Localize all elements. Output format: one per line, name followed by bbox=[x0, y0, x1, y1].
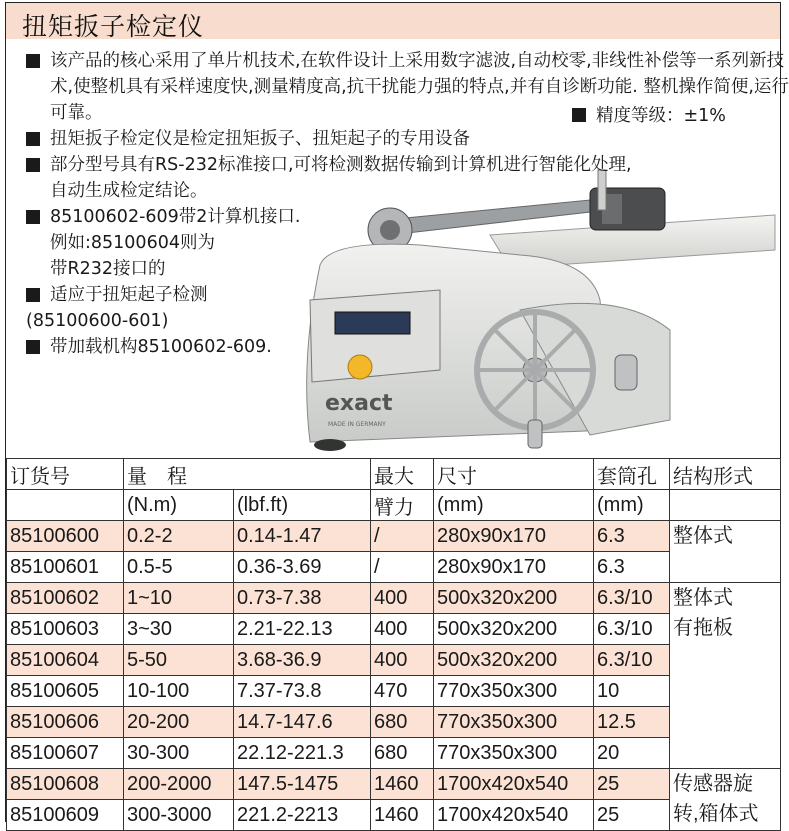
range-note: (85100600-601) bbox=[26, 311, 169, 331]
table-row bbox=[7, 614, 781, 645]
feature-list bbox=[22, 48, 789, 360]
cell: 280x90x170 bbox=[434, 521, 594, 552]
cell: 12.5 bbox=[594, 707, 670, 738]
bullet-square-icon bbox=[26, 288, 40, 302]
cell: 6.3/10 bbox=[594, 645, 670, 676]
cell: 3.68-36.9 bbox=[234, 645, 371, 676]
header-socket: 套筒孔 bbox=[594, 459, 670, 490]
cell: 85100609 bbox=[7, 800, 124, 831]
cell: 85100601 bbox=[7, 552, 124, 583]
page-title: 扭矩扳子检定仪 bbox=[22, 12, 205, 41]
cell: 25 bbox=[594, 800, 670, 831]
table-row bbox=[7, 707, 781, 738]
cell: 1~10 bbox=[124, 583, 234, 614]
cell: 10-100 bbox=[124, 676, 234, 707]
table-row bbox=[7, 676, 781, 707]
cell: / bbox=[371, 552, 434, 583]
header-range: 量 程 bbox=[124, 459, 371, 490]
bullet-square-icon bbox=[26, 132, 40, 146]
bullet-square-icon bbox=[26, 158, 40, 172]
feature-item: 适应于扭矩起子检测 bbox=[22, 282, 782, 308]
spec-table bbox=[6, 458, 781, 831]
cell: 221.2-2213 bbox=[234, 800, 371, 831]
cell: 6.3/10 bbox=[594, 583, 670, 614]
brand-label: exact bbox=[325, 391, 393, 416]
cell: 85100606 bbox=[7, 707, 124, 738]
bullet-square-icon bbox=[26, 54, 40, 68]
cell: 85100605 bbox=[7, 676, 124, 707]
cell: 6.3 bbox=[594, 521, 670, 552]
cell: 1700x420x540 bbox=[434, 800, 594, 831]
cell: 0.2-2 bbox=[124, 521, 234, 552]
cell: 85100600 bbox=[7, 521, 124, 552]
header-unit-mm: (mm) bbox=[434, 490, 594, 521]
cell: 6.3/10 bbox=[594, 614, 670, 645]
header-unit-nm: (N.m) bbox=[124, 490, 234, 521]
structure-cell: 整体式 bbox=[670, 521, 781, 583]
feature-item: 扭矩扳子检定仪是检定扭矩扳子、扭矩起子的专用设备 bbox=[22, 126, 782, 152]
cell: 770x350x300 bbox=[434, 738, 594, 769]
cell: 500x320x200 bbox=[434, 583, 594, 614]
cell: 14.7-147.6 bbox=[234, 707, 371, 738]
cell: 1700x420x540 bbox=[434, 769, 594, 800]
header-max-arm-2: 臂力 bbox=[371, 490, 434, 521]
table-row bbox=[7, 583, 781, 614]
cell: 400 bbox=[371, 614, 434, 645]
cell: 280x90x170 bbox=[434, 552, 594, 583]
cell: 85100603 bbox=[7, 614, 124, 645]
cell: 6.3 bbox=[594, 552, 670, 583]
cell: 10 bbox=[594, 676, 670, 707]
header-max-arm-1: 最大 bbox=[371, 459, 434, 490]
cell: 5-50 bbox=[124, 645, 234, 676]
header-structure: 结构形式 bbox=[670, 459, 781, 490]
structure-cell: 传感器旋 转,箱体式 bbox=[670, 769, 781, 831]
cell: 147.5-1475 bbox=[234, 769, 371, 800]
table-row bbox=[7, 738, 781, 769]
table-row bbox=[7, 769, 781, 800]
cell: 20-200 bbox=[124, 707, 234, 738]
cell: 470 bbox=[371, 676, 434, 707]
cell: 3~30 bbox=[124, 614, 234, 645]
bullet-square-icon bbox=[572, 108, 586, 122]
cell: 85100602 bbox=[7, 583, 124, 614]
made-in-label: MADE IN GERMANY bbox=[328, 421, 386, 428]
cell: 85100604 bbox=[7, 645, 124, 676]
feature-item: 该产品的核心采用了单片机技术,在软件设计上采用数字滤波,自动校零,非线性补偿等一系列新技术,使整机具有采样速度快,测量精度高,抗干扰能力强的特点,并有自诊断功能. 整机操作简便,运行可靠。 bbox=[22, 48, 789, 126]
table-header-row bbox=[7, 490, 781, 521]
table-row bbox=[7, 645, 781, 676]
cell: 85100608 bbox=[7, 769, 124, 800]
cell: 300-3000 bbox=[124, 800, 234, 831]
cell: 0.73-7.38 bbox=[234, 583, 371, 614]
table-row bbox=[7, 552, 781, 583]
header-order-no: 订货号 bbox=[7, 459, 124, 490]
header-empty bbox=[7, 490, 124, 521]
cell: 0.36-3.69 bbox=[234, 552, 371, 583]
cell: 25 bbox=[594, 769, 670, 800]
feature-item: 85100602-609带2计算机接口. 例如:85100604则为 带R232接口的 bbox=[22, 204, 782, 282]
cell: 500x320x200 bbox=[434, 614, 594, 645]
cell: 1460 bbox=[371, 769, 434, 800]
header-size: 尺寸 bbox=[434, 459, 594, 490]
cell: 400 bbox=[371, 583, 434, 614]
table-row bbox=[7, 521, 781, 552]
cell: 0.5-5 bbox=[124, 552, 234, 583]
cell: 30-300 bbox=[124, 738, 234, 769]
cell: 680 bbox=[371, 738, 434, 769]
structure-cell: 整体式 有拖板 bbox=[670, 583, 781, 769]
cell: 1460 bbox=[371, 800, 434, 831]
cell: 22.12-221.3 bbox=[234, 738, 371, 769]
title-bar bbox=[6, 3, 780, 39]
cell: 200-2000 bbox=[124, 769, 234, 800]
table-row bbox=[7, 800, 781, 831]
header-unit-mm2: (mm) bbox=[594, 490, 670, 521]
header-unit-lbf: (lbf.ft) bbox=[234, 490, 371, 521]
cell: 0.14-1.47 bbox=[234, 521, 371, 552]
cell: 400 bbox=[371, 645, 434, 676]
cell: 85100607 bbox=[7, 738, 124, 769]
table-header-row bbox=[7, 459, 781, 490]
cell: / bbox=[371, 521, 434, 552]
header-empty bbox=[670, 490, 781, 521]
cell: 770x350x300 bbox=[434, 676, 594, 707]
cell: 20 bbox=[594, 738, 670, 769]
cell: 770x350x300 bbox=[434, 707, 594, 738]
bullet-square-icon bbox=[26, 340, 40, 354]
accuracy-note: 精度等级：±1% bbox=[572, 102, 726, 127]
cell: 500x320x200 bbox=[434, 645, 594, 676]
cell: 680 bbox=[371, 707, 434, 738]
feature-item: 部分型号具有RS-232标准接口,可将检测数据传输到计算机进行智能化处理,自动生成检定结论。 bbox=[22, 152, 640, 204]
cell: 7.37-73.8 bbox=[234, 676, 371, 707]
feature-item: 带加载机构85100602-609. bbox=[22, 334, 782, 360]
bullet-square-icon bbox=[26, 210, 40, 224]
cell: 2.21-22.13 bbox=[234, 614, 371, 645]
